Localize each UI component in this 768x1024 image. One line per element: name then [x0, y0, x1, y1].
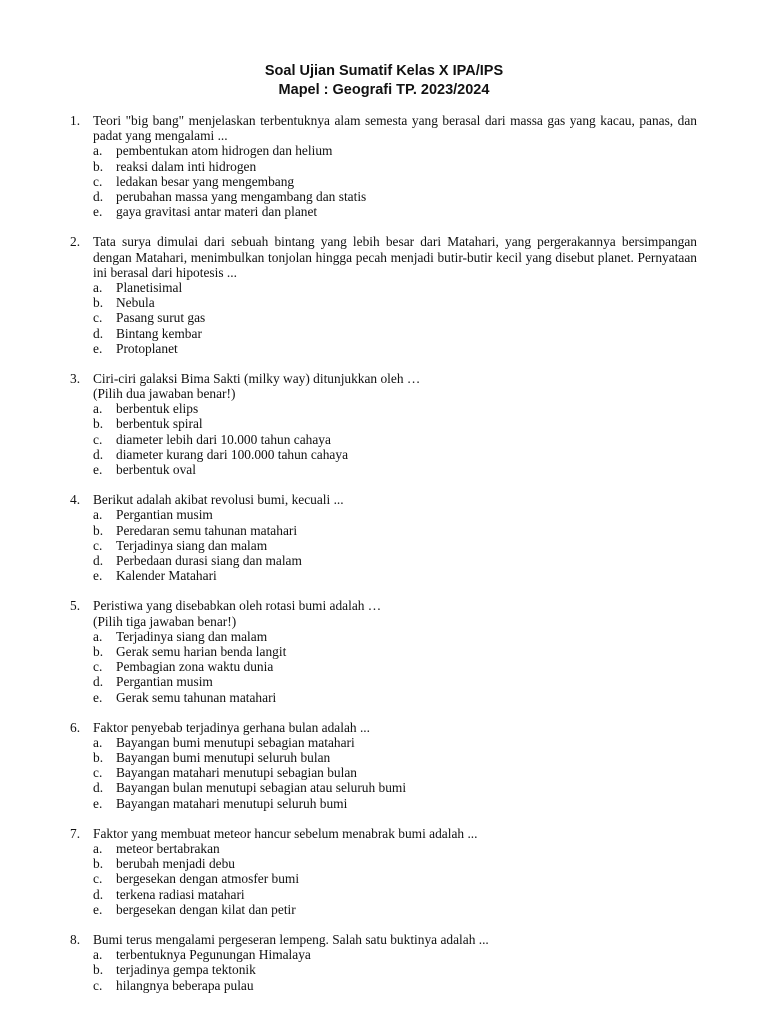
answer-option — [0, 796, 768, 811]
option-text: reaksi dalam inti hidrogen — [116, 158, 257, 174]
question-text: Teori "big bang" menjelaskan terbentuknya alam semesta yang berasal dari massa gas yang kacau, panas, dan padat yang mengalami ... — [93, 113, 697, 144]
question-text: Peristiwa yang disebabkan oleh rotasi bumi adalah … — [93, 598, 382, 614]
question-text: Ciri-ciri galaksi Bima Sakti (milky way) ditunjukkan oleh … — [93, 370, 421, 386]
question-number: 8. — [70, 932, 81, 947]
question-instruction: (Pilih dua jawaban benar!) — [93, 386, 236, 402]
option-text: Gerak semu tahunan matahari — [116, 689, 277, 705]
option-letter: c. — [93, 659, 103, 675]
option-letter: b. — [93, 522, 104, 538]
option-letter: a. — [93, 947, 103, 963]
option-letter: e. — [93, 568, 103, 584]
option-text: Kalender Matahari — [116, 568, 217, 584]
option-text: Perbedaan durasi siang dan malam — [116, 553, 302, 568]
answer-option — [0, 159, 768, 174]
answer-option — [0, 326, 768, 341]
option-letter: c. — [93, 765, 103, 781]
answer-option — [0, 538, 768, 553]
option-letter: d. — [93, 886, 104, 902]
answer-option — [0, 887, 768, 902]
option-text: Nebula — [116, 295, 155, 311]
question-text: Berikut adalah akibat revolusi bumi, kecuali ... — [93, 492, 344, 508]
option-letter: e. — [93, 795, 103, 811]
option-text: ledakan besar yang mengembang — [116, 173, 295, 189]
answer-option — [0, 447, 768, 462]
exam-header — [0, 62, 768, 100]
option-letter: a. — [93, 401, 103, 417]
option-letter: b. — [93, 295, 104, 311]
option-text: Pembagian zona waktu dunia — [116, 659, 274, 675]
option-text: bergesekan dengan kilat dan petir — [116, 901, 296, 917]
option-letter: a. — [93, 507, 103, 523]
option-letter: c. — [93, 431, 103, 447]
answer-option — [0, 295, 768, 310]
answer-options — [0, 143, 768, 219]
answer-option — [0, 204, 768, 219]
answer-option — [0, 659, 768, 674]
option-letter: b. — [93, 643, 104, 659]
option-letter: d. — [93, 325, 104, 341]
answer-option — [0, 401, 768, 416]
option-text: Bintang kembar — [116, 325, 202, 341]
option-letter: b. — [93, 158, 104, 174]
option-text: bergesekan dengan atmosfer bumi — [116, 871, 300, 887]
answer-options — [0, 629, 768, 705]
answer-options — [0, 841, 768, 917]
option-letter: d. — [93, 446, 104, 462]
answer-options — [0, 507, 768, 583]
option-text: perubahan massa yang mengambang dan statis — [116, 188, 367, 204]
option-letter: e. — [93, 204, 103, 220]
option-text: Pergantian musim — [116, 674, 213, 690]
answer-option — [0, 416, 768, 431]
option-letter: d. — [93, 188, 104, 204]
option-text: Terjadinya siang dan malam — [116, 537, 268, 553]
answer-options — [0, 947, 768, 993]
option-text: Pergantian musim — [116, 507, 213, 523]
question-item — [0, 492, 768, 583]
answer-option — [0, 462, 768, 477]
question-number: 3. — [70, 370, 81, 386]
option-text: Bayangan matahari menutupi seluruh bumi — [116, 795, 348, 811]
question-text: Faktor yang membuat meteor hancur sebelum menabrak bumi adalah ... — [93, 825, 478, 841]
option-text: diameter lebih dari 10.000 tahun cahaya — [116, 431, 331, 447]
option-letter: c. — [93, 871, 103, 887]
option-text: Protoplanet — [116, 340, 178, 356]
option-letter: a. — [93, 143, 103, 159]
option-text: Bayangan bumi menutupi sebagian matahari — [116, 734, 355, 750]
answer-option — [0, 978, 768, 993]
answer-option — [0, 735, 768, 750]
question-item — [0, 720, 768, 811]
option-text: berbentuk elips — [116, 401, 199, 417]
answer-option — [0, 947, 768, 962]
question-number: 5. — [70, 598, 81, 614]
question-text: Tata surya dimulai dari sebuah bintang yang lebih besar dari Matahari, yang pergerakannya bersimpangan dengan Matahari, menimbulkan tonjolan hingga pecah menjadi butir-butir kecil yang disebut planet. Pernyataan ini berasal dari hipotesis ... — [93, 234, 697, 280]
question-number: 2. — [70, 234, 81, 250]
option-text: Bayangan bulan menutupi sebagian atau seluruh bumi — [116, 780, 407, 796]
answer-option — [0, 962, 768, 977]
answer-option — [0, 750, 768, 765]
option-text: Peredaran semu tahunan matahari — [116, 522, 298, 538]
answer-option — [0, 629, 768, 644]
question-text: Bumi terus mengalami pergeseran lempeng. Salah satu buktinya adalah ... — [93, 932, 489, 947]
answer-option — [0, 765, 768, 780]
option-text: Bayangan bumi menutupi seluruh bulan — [116, 750, 331, 766]
option-text: berbentuk spiral — [116, 416, 203, 432]
question-item — [0, 234, 768, 356]
option-text: gaya gravitasi antar materi dan planet — [116, 204, 318, 220]
answer-option — [0, 841, 768, 856]
exam-title: Soal Ujian Sumatif Kelas X IPA/IPS — [264, 63, 504, 79]
answer-option — [0, 189, 768, 204]
answer-options — [0, 280, 768, 356]
question-list — [0, 113, 768, 1008]
answer-option — [0, 780, 768, 795]
option-letter: a. — [93, 841, 103, 857]
question-item — [0, 932, 768, 993]
option-text: meteor bertabrakan — [116, 841, 220, 857]
option-letter: c. — [93, 977, 103, 993]
option-letter: a. — [93, 628, 103, 644]
option-text: diameter kurang dari 100.000 tahun cahaya — [116, 446, 349, 462]
question-instruction: (Pilih tiga jawaban benar!) — [93, 613, 237, 629]
answer-options — [0, 735, 768, 811]
option-text: berbentuk oval — [116, 462, 196, 478]
question-item — [0, 371, 768, 477]
question-text: Faktor penyebab terjadinya gerhana bulan adalah ... — [93, 719, 370, 735]
answer-option — [0, 553, 768, 568]
option-letter: c. — [93, 537, 103, 553]
question-number: 6. — [70, 719, 81, 735]
option-letter: c. — [93, 310, 103, 326]
exam-subtitle: Mapel : Geografi TP. 2023/2024 — [278, 82, 490, 98]
option-text: Planetisimal — [116, 279, 183, 295]
question-number: 7. — [70, 825, 81, 841]
option-letter: d. — [93, 674, 104, 690]
option-letter: e. — [93, 901, 103, 917]
answer-option — [0, 856, 768, 871]
answer-option — [0, 143, 768, 158]
option-letter: e. — [93, 462, 103, 478]
option-text: terjadinya gempa tektonik — [116, 962, 256, 978]
answer-option — [0, 341, 768, 356]
option-letter: b. — [93, 750, 104, 766]
answer-option — [0, 174, 768, 189]
option-text: Pasang surut gas — [116, 310, 206, 326]
answer-option — [0, 690, 768, 705]
answer-option — [0, 523, 768, 538]
answer-option — [0, 432, 768, 447]
question-item — [0, 826, 768, 917]
answer-option — [0, 902, 768, 917]
option-letter: b. — [93, 416, 104, 432]
option-text: hilangnya beberapa pulau — [116, 977, 254, 993]
option-text: Terjadinya siang dan malam — [116, 628, 268, 644]
answer-option — [0, 674, 768, 689]
answer-option — [0, 280, 768, 295]
option-text: terbentuknya Pegunungan Himalaya — [116, 947, 311, 963]
answer-options — [0, 401, 768, 477]
answer-option — [0, 568, 768, 583]
answer-option — [0, 871, 768, 886]
option-letter: b. — [93, 962, 104, 978]
question-item — [0, 598, 768, 704]
answer-option — [0, 644, 768, 659]
option-letter: c. — [93, 173, 103, 189]
option-letter: e. — [93, 689, 103, 705]
option-letter: b. — [93, 856, 104, 872]
question-item — [0, 113, 768, 219]
question-number: 4. — [70, 492, 81, 508]
option-text: pembentukan atom hidrogen dan helium — [116, 143, 333, 159]
option-text: Gerak semu harian benda langit — [116, 643, 287, 659]
option-letter: d. — [93, 780, 104, 796]
option-text: Bayangan matahari menutupi sebagian bulan — [116, 765, 357, 781]
option-letter: e. — [93, 340, 103, 356]
question-number: 1. — [70, 113, 81, 128]
answer-option — [0, 507, 768, 522]
option-text: terkena radiasi matahari — [116, 886, 245, 902]
option-letter: d. — [93, 553, 104, 568]
answer-option — [0, 310, 768, 325]
option-text: berubah menjadi debu — [116, 856, 235, 872]
option-letter: a. — [93, 734, 103, 750]
option-letter: a. — [93, 279, 103, 295]
